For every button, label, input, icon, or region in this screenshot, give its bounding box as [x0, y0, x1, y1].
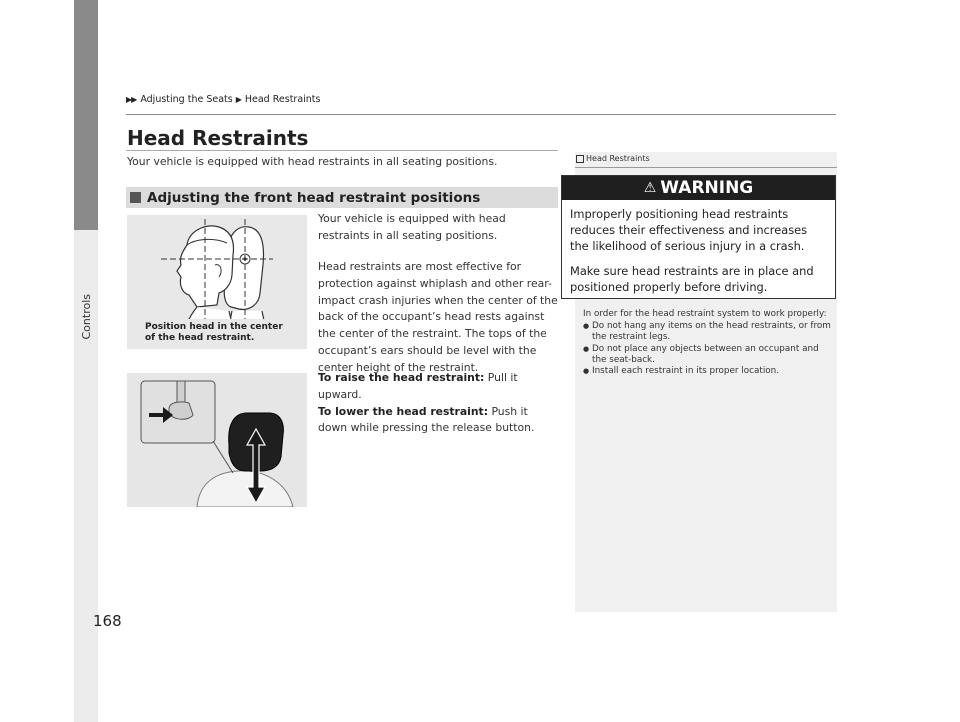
- lower-text: Push it down while pressing the release button.: [318, 404, 535, 435]
- breadcrumb-arrow-icon: ▶: [131, 95, 138, 104]
- sidebar-body: [583, 309, 833, 377]
- head-position-figure: [127, 215, 307, 349]
- section-title: Adjusting the front head restraint positions: [147, 189, 481, 206]
- paragraph-adjust-instructions: [318, 370, 558, 437]
- header-divider: [126, 114, 836, 115]
- title-divider: [126, 150, 558, 151]
- chapter-tab: [74, 0, 98, 230]
- sidebar-bullet-list: [583, 321, 833, 377]
- page-title: Head Restraints: [127, 126, 309, 150]
- warning-paragraph-1: Improperly positioning head restraints reduces their effectiveness and increases the likelihood of serious injury in a crash.: [570, 207, 808, 253]
- intro-text: Your vehicle is equipped with head restraints in all seating positions.: [127, 155, 498, 168]
- list-item: ● Do not hang any items on the head restraints, or from the restraint legs.: [583, 321, 833, 343]
- sidebar-box-icon: [576, 155, 584, 163]
- warning-paragraph-2: Make sure head restraints are in place and positioned properly before driving.: [570, 264, 814, 294]
- raise-text: Pull it upward.: [318, 371, 518, 401]
- head-restraint-adjust-illustration: [127, 373, 307, 507]
- sidebar-header-text: Head Restraints: [586, 154, 650, 163]
- section-header: [126, 187, 558, 208]
- warning-title: WARNING: [660, 178, 754, 198]
- figure-caption-line2: of the head restraint.: [145, 333, 255, 343]
- chapter-label: Controls: [80, 294, 93, 340]
- breadcrumb-current[interactable]: Head Restraints: [244, 94, 321, 105]
- sidebar-header-divider: [575, 167, 837, 168]
- sidebar-intro: In order for the head restraint system to work properly:: [583, 309, 827, 319]
- warning-box: [561, 175, 836, 299]
- warning-text: [562, 200, 835, 295]
- paragraph-effectiveness: Head restraints are most effective for protection against whiplash and other rear-impact crash injuries when the center of the back of the occupant’s head rests against the center of the restraint. The tops of the occupant’s ears should be level with the center height of the restraint.: [318, 260, 558, 374]
- figure-caption-line1: Position head in the center: [145, 322, 283, 332]
- head-restraint-adjust-figure: [127, 373, 307, 507]
- breadcrumb: [126, 94, 320, 105]
- section-square-icon: [130, 192, 141, 203]
- lower-label: To lower the head restraint:: [318, 404, 489, 418]
- page-number: 168: [93, 612, 122, 630]
- sidebar-header: [576, 154, 650, 163]
- breadcrumb-arrow-icon: ▶: [235, 95, 242, 104]
- warning-header: [562, 176, 835, 200]
- raise-instruction: [318, 370, 558, 404]
- paragraph-equipped: Your vehicle is equipped with head restraints in all seating positions.: [318, 212, 506, 242]
- raise-label: To raise the head restraint:: [318, 371, 485, 384]
- list-item: ● Install each restraint in its proper location.: [583, 366, 833, 377]
- warning-triangle-icon: ⚠: [643, 180, 657, 196]
- head-position-illustration: [127, 215, 307, 349]
- lower-instruction: [318, 404, 558, 438]
- breadcrumb-arrow-icon: ▶: [126, 95, 133, 104]
- list-item: ● Do not place any objects between an occupant and the seat-back.: [583, 344, 833, 366]
- breadcrumb-parent[interactable]: Adjusting the Seats: [140, 94, 233, 105]
